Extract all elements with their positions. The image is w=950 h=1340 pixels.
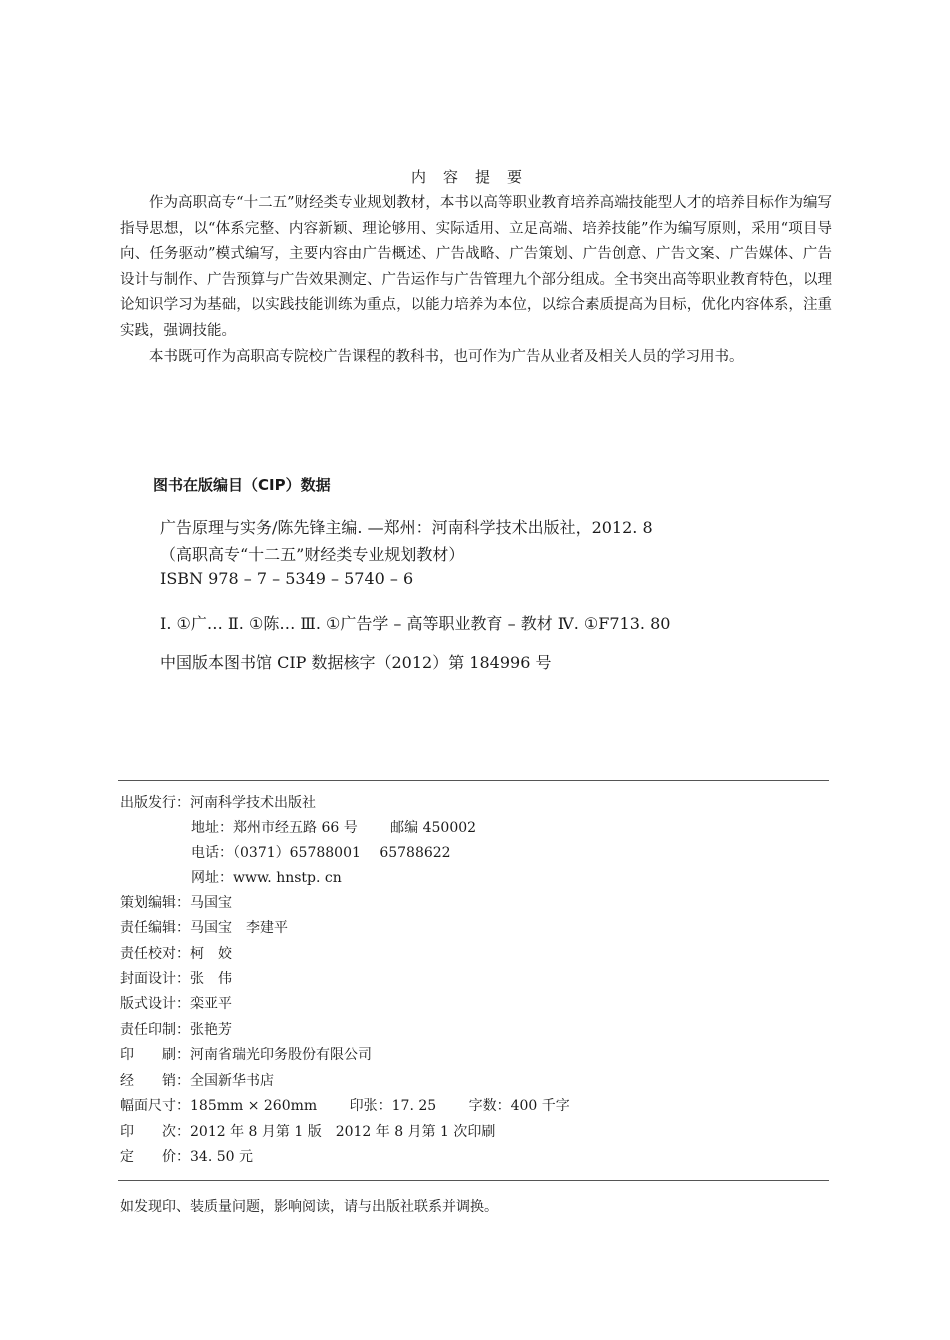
- bottom-divider: [118, 1180, 829, 1181]
- print-supervisor-line: 责任印制：张艳芳: [120, 1022, 232, 1038]
- price-line: 定 价：34. 50 元: [120, 1149, 253, 1165]
- footer-note: 如发现印、装质量问题，影响阅读，请与出版社联系并调换。: [120, 1199, 498, 1215]
- summary-paragraph-2: 本书既可作为高职高专院校广告课程的教科书，也可作为广告从业者及相关人员的学习用书。: [149, 348, 744, 365]
- summary-title: 内容提要: [410, 168, 539, 186]
- summary-body: [120, 191, 832, 370]
- printer-line: 印 刷：河南省瑞光印务股份有限公司: [120, 1047, 372, 1063]
- cip-series-line: （高职高专“十二五”财经类专业规划教材）: [160, 545, 465, 564]
- cip-heading: 图书在版编目（CIP）数据: [153, 476, 331, 494]
- cip-isbn-line: ISBN 978 – 7 – 5349 – 5740 – 6: [160, 569, 414, 588]
- format-line: 幅面尺寸：185mm × 260mm 印张：17. 25 字数：400 千字: [120, 1098, 570, 1114]
- summary-paragraph-1: 作为高职高专“十二五”财经类专业规划教材，本书以高等职业教育培养高端技能型人才的培养目标作为编写指导思想，以“体系完整、内容新颖、理论够用、实际适用、立足高端、培养技能”作为编写原则，采用“项目导向、任务驱动”模式编写，主要内容由广告概述、广告战略、广告策划、广告创意、广告文案、广告媒体、广告设计与制作、广告预算与广告效果测定、广告运作与广告管理九个部分组成。全书突出高等职业教育特色，以理论知识学习为基础，以实践技能训练为重点，以能力培养为本位，以综合素质提高为目标，优化内容体系，注重实践，强调技能。: [120, 195, 832, 339]
- responsible-editor-line: 责任编辑：马国宝 李建平: [120, 920, 288, 936]
- cover-design-line: 封面设计：张 伟: [120, 971, 232, 987]
- cip-classification-line: Ⅰ. ①广… Ⅱ. ①陈… Ⅲ. ①广告学 – 高等职业教育 – 教材 Ⅳ. ①F713. 80: [160, 614, 671, 633]
- publisher-line: 出版发行：河南科学技术出版社: [120, 795, 316, 811]
- phone-line: 电话：（0371）65788001 65788622: [191, 845, 451, 861]
- website-line: 网址：www. hnstp. cn: [191, 870, 342, 886]
- distributor-line: 经 销：全国新华书店: [120, 1073, 274, 1089]
- top-divider: [118, 780, 829, 781]
- proofreader-line: 责任校对：柯 姣: [120, 946, 232, 962]
- cip-title-line: 广告原理与实务/陈先锋主编. —郑州：河南科学技术出版社，2012. 8: [160, 518, 653, 537]
- cip-record-number-line: 中国版本图书馆 CIP 数据核字（2012）第 184996 号: [160, 653, 552, 672]
- edition-line: 印 次：2012 年 8 月第 1 版 2012 年 8 月第 1 次印刷: [120, 1124, 496, 1140]
- planning-editor-line: 策划编辑：马国宝: [120, 895, 232, 911]
- address-line: 地址：郑州市经五路 66 号 邮编 450002: [191, 820, 477, 836]
- layout-design-line: 版式设计：栾亚平: [120, 996, 232, 1012]
